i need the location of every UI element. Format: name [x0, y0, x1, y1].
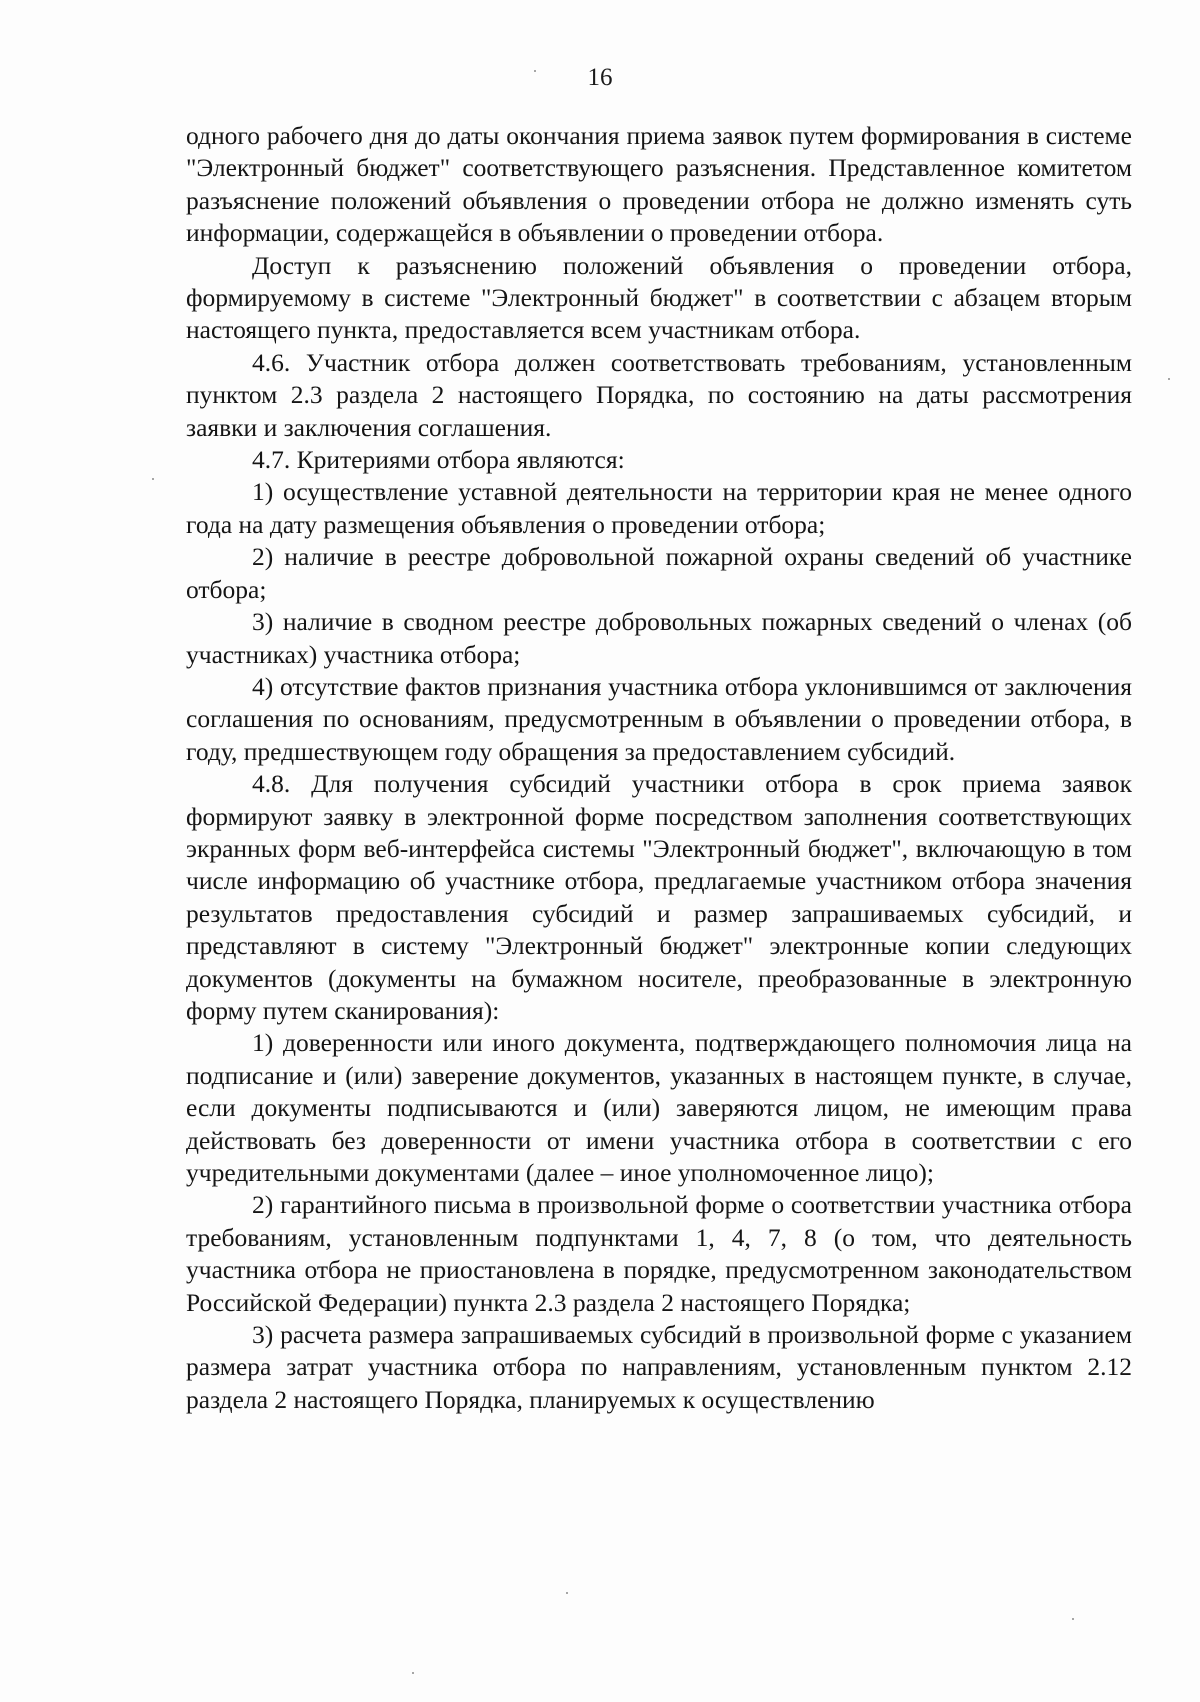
criterion-item-4: 4) отсутствие фактов признания участника отбора уклонившимся от заключения соглашения по основаниям, предусмотренным в объявлении о проведении отбора, в году, предшествующем году обращения за предоставлением субсидий. [186, 671, 1132, 766]
scan-speck [1168, 378, 1170, 380]
scan-speck [1072, 1618, 1074, 1620]
paragraph-4-8: 4.8. Для получения субсидий участники отбора в срок приема заявок формируют заявку в электронной форме посредством заполнения соответствующих экранных форм веб-интерфейса системы "Электронный бюджет", включающую в том числе информацию об участнике отбора, предлагаемые участником отбора значения результатов предоставления субсидий и размер запрашиваемых субсидий, и представляют в систему "Электронный бюджет" электронные копии следующих документов (документы на бумажном носителе, преобразованные в электронную форму путем сканирования): [186, 769, 1132, 1025]
scan-speck [412, 1672, 414, 1674]
document-item-3: 3) расчета размера запрашиваемых субсидий в произвольной форме с указанием размера затрат участника отбора по направлениям, установленным пунктом 2.12 раздела 2 настоящего Порядка, планируемых к осуществлению [186, 1320, 1132, 1414]
paragraph-access-clarification: Доступ к разъяснению положений объявления о проведении отбора, формируемому в системе "Электронный бюджет" в соответствии с абзацем вторым настоящего пункта, предоставляется всем участникам отбора. [186, 250, 1132, 345]
document-item-2: 2) гарантийного письма в произвольной форме о соответствии участника отбора требованиям, установленным подпунктами 1, 4, 7, 8 (о том, что деятельность участника отбора не приостановлена в порядке, предусмотренном законодательством Российской Федерации) пункта 2.3 раздела 2 настоящего Порядка; [186, 1190, 1132, 1317]
criterion-item-2: 2) наличие в реестре добровольной пожарной охраны сведений об участнике отбора; [186, 542, 1132, 604]
scan-speck [566, 1592, 568, 1594]
scan-speck [152, 478, 154, 480]
criterion-item-3: 3) наличие в сводном реестре добровольных пожарных сведений о членах (об участниках) участника отбора; [186, 607, 1132, 669]
scan-speck [534, 70, 536, 72]
criterion-item-1: 1) осуществление уставной деятельности на территории края не менее одного года на дату размещения объявления о проведении отбора; [186, 477, 1132, 539]
paragraph-4-6: 4.6. Участник отбора должен соответствовать требованиям, установленным пунктом 2.3 раздела 2 настоящего Порядка, по состоянию на даты рассмотрения заявки и заключения соглашения. [186, 347, 1132, 442]
page-number: 16 [587, 64, 613, 91]
paragraph-continuation: одного рабочего дня до даты окончания приема заявок путем формирования в системе "Электронный бюджет" соответствующего разъяснения. Представленное комитетом разъяснение положений объявления о проведении отбора не должно изменять суть информации, содержащейся в объявлении о проведении отбора. [186, 121, 1132, 248]
document-body [186, 120, 1132, 1416]
paragraph-4-7: 4.7. Критериями отбора являются: [252, 445, 625, 475]
document-item-1: 1) доверенности или иного документа, подтверждающего полномочия лица на подписание и (или) заверение документов, указанных в настоящем пункте, в случае, если документы подписываются и (или) заверяются лицом, не имеющим права действовать без доверенности от имени участника отбора в соответствии с его учредительными документами (далее – иное уполномоченное лицо); [186, 1028, 1132, 1187]
